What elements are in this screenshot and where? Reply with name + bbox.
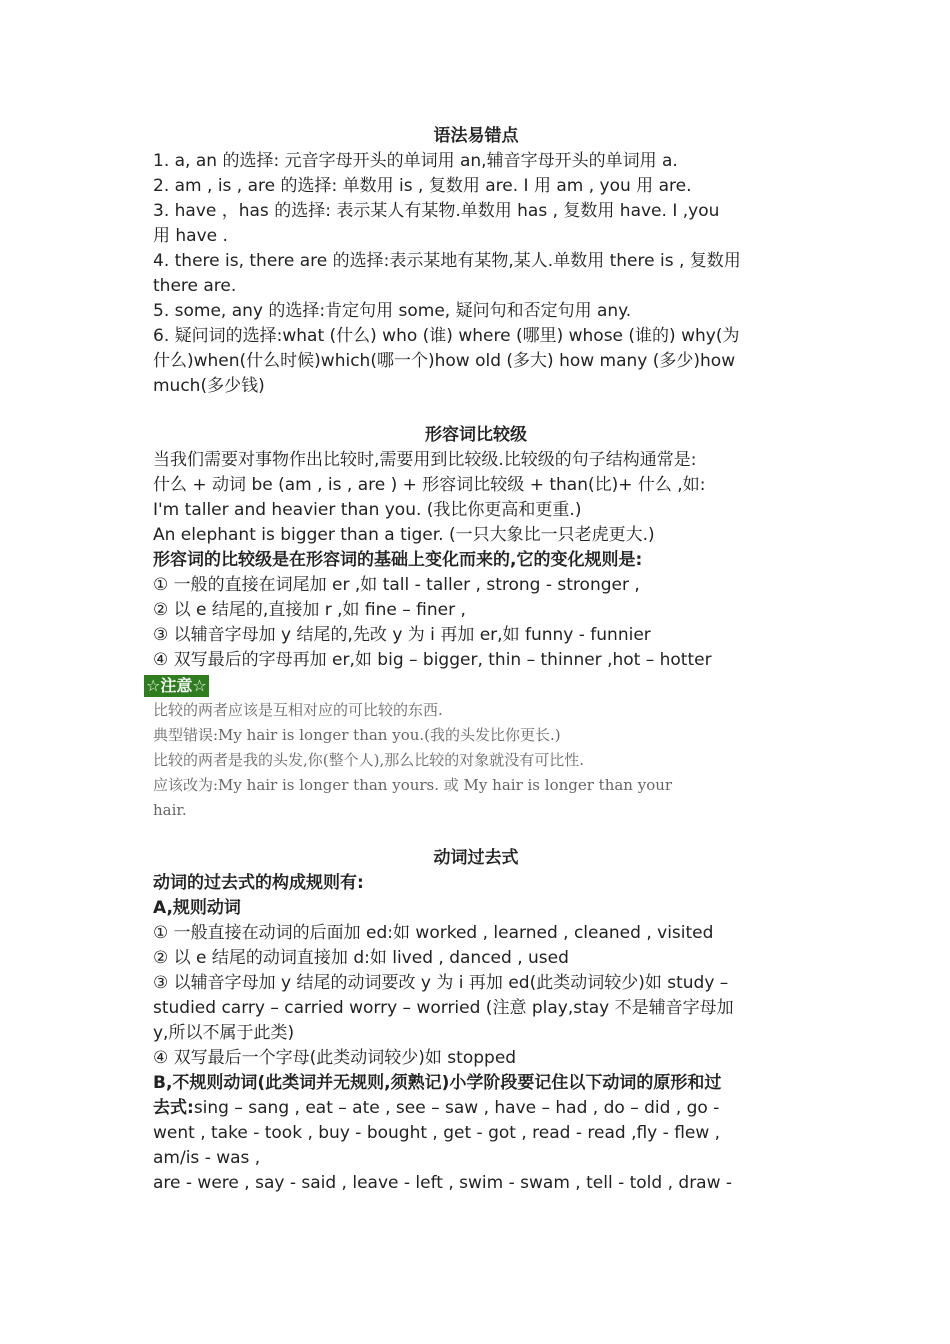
rule-line: ④ 双写最后一个字母(此类动词较少)如 stopped bbox=[153, 1048, 517, 1068]
text-line: 1. a, an 的选择: 元音字母开头的单词用 an,辅音字母开头的单词用 a. bbox=[153, 151, 678, 171]
rule-line: ② 以 e 结尾的,直接加 r ,如 fine – finer , bbox=[153, 600, 466, 620]
text-line: An elephant is bigger than a tiger. (一只大象比一只老虎更大.) bbox=[153, 525, 655, 545]
section-grammar-pitfalls bbox=[153, 124, 799, 399]
text-line: 4. there is, there are 的选择:表示某地有某物,某人.单数用 there is , 复数用 bbox=[153, 251, 741, 271]
note-line: 应该改为:My hair is longer than yours. 或 My hair is longer than your bbox=[153, 776, 673, 794]
text-line: 3. have ，has 的选择: 表示某人有某物.单数用 has , 复数用 have. I ,you bbox=[153, 201, 720, 221]
text-line: 什么 + 动词 be (am , is , are ) + 形容词比较级 + than(比)+ 什么 ,如: bbox=[153, 475, 706, 495]
irregular-line: am/is - was , bbox=[153, 1148, 261, 1168]
text-line: there are. bbox=[153, 276, 237, 296]
section-title: 动词过去式 bbox=[433, 848, 519, 868]
irregular-line: are - were , say - said , leave - left , swim - swam , tell - told , draw - bbox=[153, 1173, 733, 1193]
text-line: much(多少钱) bbox=[153, 376, 265, 396]
irregular-line: went , take - took , buy - bought , get - got , read - read ,fly - flew , bbox=[153, 1123, 721, 1143]
rule-line: ④ 双写最后的字母再加 er,如 big – bigger, thin – thinner ,hot – hotter bbox=[153, 650, 712, 670]
note-line: hair. bbox=[153, 801, 187, 819]
irregular-line bbox=[153, 1096, 799, 1121]
text-line: 6. 疑问词的选择:what (什么) who (谁) where (哪里) whose (谁的) why(为 bbox=[153, 326, 740, 346]
rule-heading: 形容词的比较级是在形容词的基础上变化而来的,它的变化规则是: bbox=[153, 550, 643, 570]
text-line: 2. am , is , are 的选择: 单数用 is , 复数用 are. I 用 am , you 用 are. bbox=[153, 176, 692, 196]
note-line: 比较的两者应该是互相对应的可比较的东西. bbox=[153, 701, 443, 719]
section-adjective-comparative bbox=[146, 423, 799, 823]
irregular-verb-list: sing – sang , eat – ate , see – saw , have – had , do – did , go - bbox=[193, 1098, 720, 1118]
text-line: 什么)when(什么时候)which(哪一个)how old (多大) how many (多少)how bbox=[153, 351, 736, 371]
subheading-regular-verbs: A,规则动词 bbox=[153, 898, 241, 918]
subheading-irregular-verbs: B,不规则动词(此类词并无规则,须熟记)小学阶段要记住以下动词的原形和过 bbox=[153, 1073, 722, 1093]
note-line: 典型错误:My hair is longer than you.(我的头发比你更长.) bbox=[153, 726, 561, 744]
text-line: 5. some, any 的选择:肯定句用 some, 疑问句和否定句用 any. bbox=[153, 301, 632, 321]
rule-line: ③ 以辅音字母加 y 结尾的动词要改 y 为 i 再加 ed(此类动词较少)如 study – bbox=[153, 973, 729, 993]
text-line: 用 have . bbox=[153, 226, 228, 246]
text-line: 当我们需要对事物作出比较时,需要用到比较级.比较级的句子结构通常是: bbox=[153, 450, 697, 470]
irregular-heading-tail: 去式: bbox=[153, 1098, 194, 1118]
note-line: 比较的两者是我的头发,你(整个人),那么比较的对象就没有可比性. bbox=[153, 751, 585, 769]
text-line: I'm taller and heavier than you. (我比你更高和更重.) bbox=[153, 500, 582, 520]
rule-line: ① 一般的直接在词尾加 er ,如 tall - taller , strong - stronger , bbox=[153, 575, 640, 595]
rule-line: y,所以不属于此类) bbox=[153, 1023, 295, 1043]
section-verb-past-tense bbox=[153, 846, 799, 1196]
note-badge: ☆注意☆ bbox=[146, 676, 207, 695]
rule-line: studied carry – carried worry – worried (注意 play,stay 不是辅音字母加 bbox=[153, 998, 734, 1018]
section-title: 形容词比较级 bbox=[425, 425, 527, 445]
rule-heading: 动词的过去式的构成规则有: bbox=[153, 873, 364, 893]
section-title: 语法易错点 bbox=[433, 126, 519, 146]
rule-line: ② 以 e 结尾的动词直接加 d:如 lived , danced , used bbox=[153, 948, 569, 968]
rule-line: ① 一般直接在动词的后面加 ed:如 worked , learned , cleaned , visited bbox=[153, 923, 714, 943]
rule-line: ③ 以辅音字母加 y 结尾的,先改 y 为 i 再加 er,如 funny - funnier bbox=[153, 625, 651, 645]
